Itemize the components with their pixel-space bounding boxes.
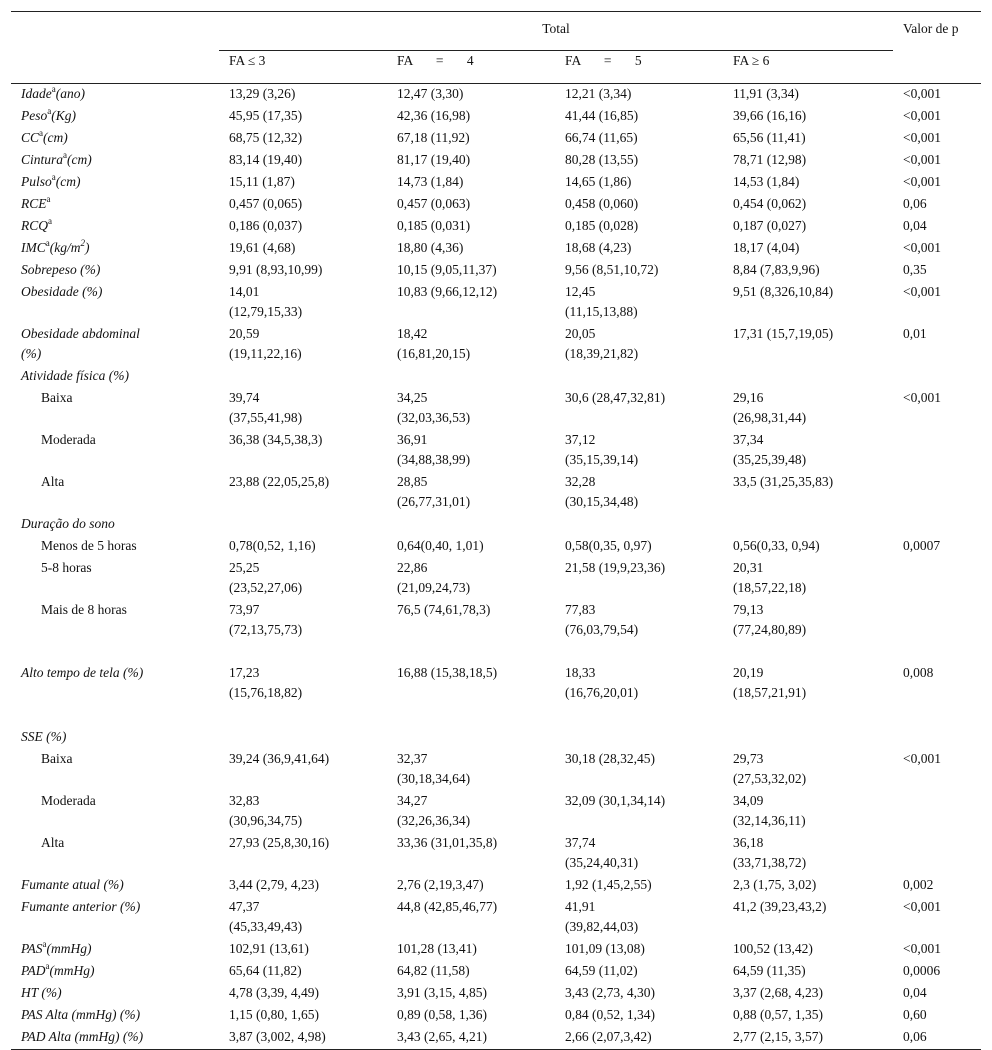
- value-cell: 2,77 (2,15, 3,57): [733, 1029, 823, 1044]
- value-cell: 34,25 (32,03,36,53): [397, 390, 471, 425]
- value-cell: 28,85 (26,77,31,01): [397, 474, 471, 509]
- value-cell: 18,68 (4,23): [565, 240, 632, 255]
- row-label: [11, 282, 219, 324]
- value-cell: 3,87 (3,002, 4,98): [229, 1029, 326, 1044]
- value-cell: 65,56 (11,41): [733, 130, 806, 145]
- value-cell: 14,65 (1,86): [565, 174, 632, 189]
- value-cell: 67,18 (11,92): [397, 130, 470, 145]
- p-value-cell: [893, 600, 981, 642]
- empty-cell: [555, 366, 723, 388]
- value-cell: 41,91 (39,82,44,03): [565, 899, 639, 934]
- row-label-text: RCE: [21, 196, 47, 211]
- value-cell: 3,37 (2,68, 4,23): [733, 985, 823, 1000]
- header-empty-cell: [11, 51, 219, 84]
- value-cell: 12,47 (3,30): [387, 84, 555, 107]
- table-row: [11, 536, 981, 558]
- row-label-text: Alta: [41, 474, 65, 489]
- value-cell: 14,53 (1,84): [733, 174, 800, 189]
- table-row: [11, 558, 981, 600]
- p-value-cell: <0,001: [903, 899, 941, 914]
- value-cell: 20,19 (18,57,21,91): [733, 665, 807, 700]
- value-cell: 0,457 (0,065): [229, 196, 303, 211]
- value-cell: 20,59 (19,11,22,16): [229, 326, 302, 361]
- value-cell: 66,74 (11,65): [565, 130, 638, 145]
- value-cell: 14,73 (1,84): [397, 174, 464, 189]
- empty-cell: [723, 366, 893, 388]
- table-row: [11, 388, 981, 430]
- p-value-cell: 0,06: [903, 1029, 927, 1044]
- row-label: [11, 388, 219, 430]
- table-row: [11, 472, 981, 514]
- empty-cell: [893, 366, 981, 388]
- header-total: [219, 12, 893, 51]
- row-label-text: Fumante anterior (%): [21, 899, 141, 914]
- p-value-cell: <0,001: [893, 84, 981, 107]
- row-label: [11, 324, 219, 366]
- p-value-cell: <0,001: [903, 130, 941, 145]
- row-label: [11, 727, 219, 749]
- row-label: [11, 558, 219, 600]
- value-cell: 73,97 (72,13,75,73): [229, 602, 303, 637]
- empty-cell: [555, 514, 723, 536]
- value-cell: 17,23 (15,76,18,82): [229, 665, 303, 700]
- value-cell: 45,95 (17,35): [229, 108, 303, 123]
- table-row: [11, 600, 981, 642]
- value-cell: 10,15 (9,05,11,37): [397, 262, 497, 277]
- row-label: [11, 749, 219, 791]
- table-row: [11, 106, 981, 128]
- header-empty-cell: [11, 12, 219, 51]
- empty-cell: [219, 514, 387, 536]
- p-value-cell: <0,001: [903, 174, 941, 189]
- row-label-text: Obesidade (%): [21, 284, 103, 299]
- row-label-text: Sobrepeso (%): [21, 262, 101, 277]
- row-label: [11, 106, 219, 128]
- results-table: [11, 11, 981, 1050]
- value-cell: 3,43 (2,65, 4,21): [397, 1029, 487, 1044]
- row-label-text: SSE (%): [21, 729, 67, 744]
- empty-cell: [893, 727, 981, 749]
- p-value-cell: 0,04: [903, 985, 927, 1000]
- unit-text: (cm): [43, 130, 68, 145]
- unit-text: (kg/m: [49, 240, 81, 255]
- superscript: a: [47, 105, 52, 116]
- row-label-text: 5-8 horas: [41, 560, 92, 575]
- header-row-2: [11, 51, 981, 84]
- value-cell: 68,75 (12,32): [229, 130, 303, 145]
- value-cell: 44,8 (42,85,46,77): [397, 899, 498, 914]
- table-row: [11, 324, 981, 366]
- table-row: [11, 642, 981, 727]
- value-cell: 39,74 (37,55,41,98): [229, 390, 303, 425]
- superscript: a: [46, 193, 51, 204]
- value-cell: 10,83 (9,66,12,12): [397, 284, 498, 299]
- row-label-text: PAS Alta (mmHg) (%): [21, 1007, 141, 1022]
- value-cell: 0,58(0,35, 0,97): [565, 538, 652, 553]
- value-cell: 77,83 (76,03,79,54): [565, 602, 639, 637]
- value-cell: 12,45 (11,15,13,88): [565, 284, 638, 319]
- table-row: [11, 983, 981, 1005]
- table-row: [11, 749, 981, 791]
- value-cell: 18,42 (16,81,20,15): [397, 326, 471, 361]
- value-cell: 18,17 (4,04): [733, 240, 800, 255]
- table-row: [11, 791, 981, 833]
- superscript: a: [42, 938, 47, 949]
- value-cell: 32,83 (30,96,34,75): [229, 793, 303, 828]
- row-label: [11, 939, 219, 961]
- value-cell: 0,64(0,40, 1,01): [397, 538, 484, 553]
- row-label: [11, 897, 219, 939]
- row-label-text: PAS: [21, 941, 43, 956]
- row-label: [11, 216, 219, 238]
- row-label: [11, 172, 219, 194]
- value-cell: 36,38 (34,5,38,3): [229, 432, 323, 447]
- p-value-cell: 0,0007: [903, 538, 941, 553]
- row-label-text: Menos de 5 horas: [41, 538, 137, 553]
- value-cell: 18,33 (16,76,20,01): [565, 665, 639, 700]
- row-label-text: Baixa: [41, 751, 73, 766]
- row-label: [11, 536, 219, 558]
- row-label: [11, 514, 219, 536]
- superscript: a: [51, 171, 56, 182]
- table-row: [11, 939, 981, 961]
- table-row: [11, 282, 981, 324]
- group-row: [11, 727, 981, 749]
- row-label-text: Peso: [21, 108, 48, 123]
- row-label: [11, 875, 219, 897]
- row-label: [11, 366, 219, 388]
- value-cell: 20,05 (18,39,21,82): [565, 326, 639, 361]
- table-row: [11, 833, 981, 875]
- p-value-cell: 0,60: [903, 1007, 927, 1022]
- header-p-value: [893, 12, 981, 84]
- table-row: [11, 84, 981, 107]
- table-body: [11, 84, 981, 1050]
- row-label: [11, 194, 219, 216]
- value-cell: 0,185 (0,028): [565, 218, 639, 233]
- group-row: [11, 514, 981, 536]
- empty-cell: [387, 727, 555, 749]
- unit-text: (mmHg): [46, 941, 92, 956]
- row-label: [11, 238, 219, 260]
- total-label: Total: [542, 21, 570, 36]
- header-col-fa5: FA = 5: [555, 51, 723, 84]
- row-label-text: Idade: [21, 86, 52, 101]
- value-cell: 30,6 (28,47,32,81): [565, 390, 666, 405]
- table-row: [11, 1005, 981, 1027]
- row-label-text: Fumante atual (%): [21, 877, 124, 892]
- empty-cell: [893, 514, 981, 536]
- table-row: [11, 430, 981, 472]
- row-label: [11, 150, 219, 172]
- row-label-text: CC: [21, 130, 40, 145]
- p-value-cell: 0,002: [903, 877, 934, 892]
- row-label: [11, 1005, 219, 1027]
- value-cell: 21,58 (19,9,23,36): [565, 560, 666, 575]
- p-value-cell: 0,0006: [903, 963, 941, 978]
- p-value-cell: <0,001: [903, 108, 941, 123]
- value-cell: 65,64 (11,82): [229, 963, 302, 978]
- value-cell: 37,34 (35,25,39,48): [733, 432, 807, 467]
- value-cell: 78,71 (12,98): [733, 152, 807, 167]
- superscript: a: [39, 127, 44, 138]
- superscript: a: [45, 960, 50, 971]
- row-label: [11, 833, 219, 875]
- table-row: [11, 897, 981, 939]
- empty-cell: [219, 366, 387, 388]
- p-value-cell: <0,001: [903, 751, 941, 766]
- row-label-text: Duração do sono: [21, 516, 115, 531]
- row-label: [11, 260, 219, 282]
- row-label-text: Alta: [41, 835, 65, 850]
- value-cell: 1,92 (1,45,2,55): [565, 877, 652, 892]
- superscript: a: [63, 149, 68, 160]
- p-value-label: Valor de p: [903, 21, 959, 36]
- row-label: [11, 961, 219, 983]
- value-cell: 64,82 (11,58): [397, 963, 470, 978]
- p-value-cell: <0,001: [903, 240, 941, 255]
- p-value-cell: [893, 472, 981, 514]
- value-cell: 13,29 (3,26): [219, 84, 387, 107]
- header-col-fa4: FA = 4: [387, 51, 555, 84]
- row-label-text: Atividade física (%): [21, 368, 129, 383]
- value-cell: 0,84 (0,52, 1,34): [565, 1007, 655, 1022]
- table-row: [11, 260, 981, 282]
- empty-cell: [387, 514, 555, 536]
- value-cell: 22,86 (21,09,24,73): [397, 560, 471, 595]
- value-cell: 0,88 (0,57, 1,35): [733, 1007, 823, 1022]
- row-label: [11, 472, 219, 514]
- value-cell: 33,5 (31,25,35,83): [733, 474, 834, 489]
- row-label-text: Pulso: [21, 174, 52, 189]
- value-cell: 42,36 (16,98): [397, 108, 471, 123]
- value-cell: 101,28 (13,41): [397, 941, 477, 956]
- value-cell: 0,187 (0,027): [733, 218, 807, 233]
- row-label: [11, 642, 219, 727]
- value-cell: 3,44 (2,79, 4,23): [229, 877, 319, 892]
- row-label: [11, 600, 219, 642]
- value-cell: 39,66 (16,16): [733, 108, 807, 123]
- value-cell: 8,84 (7,83,9,96): [733, 262, 820, 277]
- row-label-text: PAD Alta (mmHg) (%): [21, 1029, 144, 1044]
- row-label: [11, 983, 219, 1005]
- value-cell: 79,13 (77,24,80,89): [733, 602, 807, 637]
- row-label-text: RCQ: [21, 218, 48, 233]
- value-cell: 11,91 (3,34): [723, 84, 893, 107]
- value-cell: 15,11 (1,87): [229, 174, 295, 189]
- value-cell: 39,24 (36,9,41,64): [229, 751, 330, 766]
- table-row: [11, 216, 981, 238]
- value-cell: 2,76 (2,19,3,47): [397, 877, 484, 892]
- value-cell: 0,458 (0,060): [565, 196, 639, 211]
- row-label-text: Cintura: [21, 152, 64, 167]
- unit-superscript: 2: [80, 237, 85, 248]
- value-cell: 27,93 (25,8,30,16): [229, 835, 330, 850]
- value-cell: 80,28 (13,55): [565, 152, 639, 167]
- value-cell: 102,91 (13,61): [229, 941, 309, 956]
- row-label-text: HT (%): [21, 985, 62, 1000]
- value-cell: 9,51 (8,326,10,84): [733, 284, 834, 299]
- p-value-cell: 0,06: [903, 196, 927, 211]
- value-cell: 3,43 (2,73, 4,30): [565, 985, 655, 1000]
- empty-cell: [723, 514, 893, 536]
- value-cell: 19,61 (4,68): [229, 240, 296, 255]
- value-cell: 9,56 (8,51,10,72): [565, 262, 659, 277]
- superscript: a: [45, 237, 50, 248]
- p-value-cell: <0,001: [903, 284, 941, 299]
- row-label-text: Obesidade abdominal (%): [21, 326, 140, 361]
- p-value-cell: <0,001: [903, 390, 941, 405]
- value-cell: 3,91 (3,15, 4,85): [397, 985, 487, 1000]
- value-cell: 34,09 (32,14,36,11): [733, 793, 806, 828]
- value-cell: 64,59 (11,35): [733, 963, 806, 978]
- p-value-cell: [893, 430, 981, 472]
- value-cell: 64,59 (11,02): [565, 963, 638, 978]
- value-cell: 12,21 (3,34): [555, 84, 723, 107]
- unit-text: (cm): [55, 174, 81, 189]
- value-cell: 100,52 (13,42): [733, 941, 813, 956]
- row-label: [11, 84, 219, 107]
- value-cell: 9,91 (8,93,10,99): [229, 262, 323, 277]
- value-cell: 34,27 (32,26,36,34): [397, 793, 471, 828]
- value-cell: 29,73 (27,53,32,02): [733, 751, 807, 786]
- value-cell: 32,28 (30,15,34,48): [565, 474, 639, 509]
- header-row-1: [11, 12, 981, 51]
- value-cell: 0,454 (0,062): [733, 196, 807, 211]
- value-cell: 0,56(0,33, 0,94): [733, 538, 820, 553]
- value-cell: 32,37 (30,18,34,64): [397, 751, 471, 786]
- row-label-text: Mais de 8 horas: [41, 602, 127, 617]
- value-cell: 76,5 (74,61,78,3): [397, 602, 491, 617]
- empty-cell: [387, 366, 555, 388]
- row-label-text: Baixa: [41, 390, 73, 405]
- row-label-text: Alto tempo de tela (%): [21, 665, 144, 680]
- table-row: [11, 194, 981, 216]
- empty-cell: [723, 727, 893, 749]
- superscript: a: [48, 215, 52, 226]
- value-cell: 0,78(0,52, 1,16): [229, 538, 316, 553]
- table-row: [11, 961, 981, 983]
- value-cell: 33,36 (31,01,35,8): [397, 835, 498, 850]
- p-value-cell: <0,001: [903, 152, 941, 167]
- table-row: [11, 172, 981, 194]
- p-value-cell: 0,35: [903, 262, 927, 277]
- value-cell: 1,15 (0,80, 1,65): [229, 1007, 319, 1022]
- row-label-text: Moderada: [41, 793, 96, 808]
- table-row: [11, 1027, 981, 1050]
- row-label: [11, 128, 219, 150]
- p-value-cell: [893, 791, 981, 833]
- value-cell: 29,16 (26,98,31,44): [733, 390, 807, 425]
- value-cell: 37,74 (35,24,40,31): [565, 835, 639, 870]
- header-col-fa6: FA ≥ 6: [723, 51, 893, 84]
- value-cell: 0,89 (0,58, 1,36): [397, 1007, 487, 1022]
- table-row: [11, 238, 981, 260]
- value-cell: 32,09 (30,1,34,14): [565, 793, 666, 808]
- p-value-cell: <0,001: [903, 941, 941, 956]
- unit-text: (Kg): [51, 108, 76, 123]
- value-cell: 23,88 (22,05,25,8): [229, 474, 330, 489]
- unit-end: ): [85, 240, 90, 255]
- p-value-cell: 0,008: [903, 665, 934, 680]
- value-cell: 16,88 (15,38,18,5): [397, 665, 498, 680]
- unit-text: (cm): [67, 152, 92, 167]
- row-label-text: IMC: [21, 240, 46, 255]
- unit-text: (ano): [55, 86, 85, 101]
- value-cell: 17,31 (15,7,19,05): [733, 326, 834, 341]
- row-label-text: Moderada: [41, 432, 96, 447]
- value-cell: 18,80 (4,36): [397, 240, 464, 255]
- value-cell: 81,17 (19,40): [397, 152, 471, 167]
- value-cell: 0,457 (0,063): [397, 196, 471, 211]
- value-cell: 0,186 (0,037): [229, 218, 303, 233]
- p-value-cell: [893, 833, 981, 875]
- value-cell: 36,18 (33,71,38,72): [733, 835, 807, 870]
- unit-text: (mmHg): [49, 963, 95, 978]
- empty-cell: [219, 727, 387, 749]
- group-row: [11, 366, 981, 388]
- value-cell: 14,01 (12,79,15,33): [229, 284, 303, 319]
- value-cell: 0,185 (0,031): [397, 218, 471, 233]
- value-cell: 101,09 (13,08): [565, 941, 645, 956]
- row-label: [11, 430, 219, 472]
- value-cell: 2,66 (2,07,3,42): [565, 1029, 652, 1044]
- value-cell: 2,3 (1,75, 3,02): [733, 877, 817, 892]
- table-row: [11, 128, 981, 150]
- header-col-fa3: FA ≤ 3: [219, 51, 387, 84]
- value-cell: 41,44 (16,85): [565, 108, 639, 123]
- p-value-cell: 0,01: [903, 326, 927, 341]
- empty-cell: [555, 727, 723, 749]
- value-cell: 25,25 (23,52,27,06): [229, 560, 303, 595]
- p-value-cell: 0,04: [903, 218, 927, 233]
- value-cell: 20,31 (18,57,22,18): [733, 560, 807, 595]
- value-cell: 83,14 (19,40): [229, 152, 303, 167]
- row-label: [11, 1027, 219, 1050]
- p-value-cell: [893, 558, 981, 600]
- value-cell: 30,18 (28,32,45): [565, 751, 655, 766]
- table-row: [11, 150, 981, 172]
- value-cell: 36,91 (34,88,38,99): [397, 432, 471, 467]
- row-label: [11, 791, 219, 833]
- value-cell: 4,78 (3,39, 4,49): [229, 985, 319, 1000]
- value-cell: 37,12 (35,15,39,14): [565, 432, 639, 467]
- row-label-text: PAD: [21, 963, 46, 978]
- value-cell: 41,2 (39,23,43,2): [733, 899, 827, 914]
- superscript: a: [51, 83, 56, 94]
- value-cell: 47,37 (45,33,49,43): [229, 899, 303, 934]
- table-row: [11, 875, 981, 897]
